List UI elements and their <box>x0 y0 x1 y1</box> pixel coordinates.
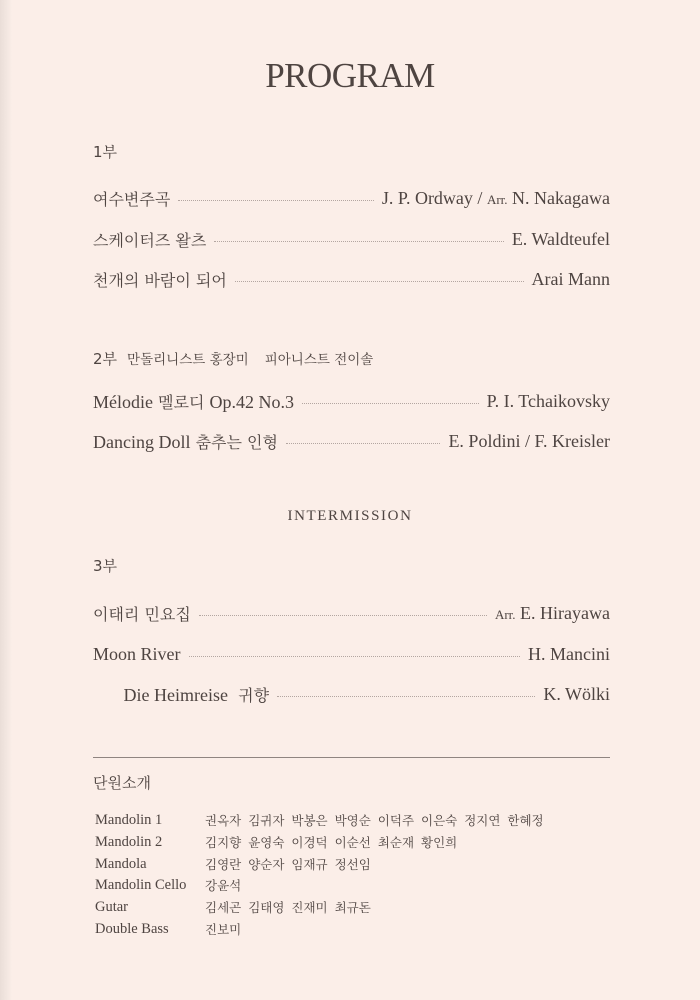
part-2-label: 2부 <box>93 350 118 368</box>
piece-title <box>93 390 294 413</box>
dotted-leader <box>199 615 487 616</box>
composer <box>495 603 610 624</box>
part-1-heading <box>93 141 117 162</box>
part-1-label: 1부 <box>93 143 118 161</box>
program-item <box>93 428 610 454</box>
member-names: 김세곤 김태영 진재미 최규돈 <box>205 900 371 915</box>
piece-opus: Op.42 No.3 <box>209 391 295 412</box>
instrument-label: Mandolin Cello <box>95 876 187 893</box>
arranger-name: N. Nakagawa <box>507 187 610 208</box>
member-names: 권옥자 김귀자 박봉은 박영순 이덕주 이은숙 정지연 한혜정 <box>205 813 544 828</box>
member-names: 김지향 윤영숙 이경덕 이순선 최순재 황인희 <box>205 835 458 850</box>
piece-title-latin: Moon River <box>93 643 181 664</box>
arranger-prefix: Arr. <box>494 606 516 622</box>
composer: E. Waldteufel <box>511 228 610 249</box>
instrument-label: Double Bass <box>95 920 169 937</box>
piece-title-korean: 춤추는 인형 <box>190 432 278 452</box>
arranger-prefix: Arr. <box>486 191 508 207</box>
part-2-heading <box>93 348 373 369</box>
mandolinist-credit: 만돌리니스트 홍장미 <box>127 352 249 368</box>
instrument-label: Gutar <box>95 898 129 915</box>
instrument-label: Mandolin 2 <box>95 833 163 850</box>
section-divider <box>93 757 610 758</box>
piece-title-latin: Die Heimreise <box>123 684 228 705</box>
piece-title-latin: Mélodie <box>93 391 153 412</box>
program-item <box>93 681 610 707</box>
piece-title <box>93 664 269 725</box>
member-row <box>95 920 241 938</box>
composer: H. Mancini <box>528 643 610 664</box>
dotted-leader <box>214 241 504 242</box>
dotted-leader <box>189 656 521 657</box>
piece-title <box>93 430 278 453</box>
member-row <box>95 811 544 829</box>
member-names: 김영란 양순자 임재규 정선임 <box>205 857 371 872</box>
program-item <box>93 388 610 414</box>
member-names: 진보미 <box>205 922 242 937</box>
composer-name: J. P. Ordway / <box>381 187 487 208</box>
members-heading: 단원소개 <box>93 774 151 792</box>
piece-title: 스케이터즈 왈츠 <box>93 230 207 250</box>
program-item <box>93 266 610 292</box>
part-3-heading <box>93 555 117 576</box>
pianist-credit: 피아니스트 전이솔 <box>264 352 374 368</box>
composer: E. Poldini / F. Kreisler <box>448 430 610 451</box>
dotted-leader <box>286 443 441 444</box>
instrument-label: Mandolin 1 <box>95 811 163 828</box>
dotted-leader <box>302 403 479 404</box>
member-row <box>95 898 371 916</box>
dotted-leader <box>277 696 535 697</box>
dotted-leader <box>178 200 374 201</box>
piece-title-korean: 귀향 <box>227 685 270 705</box>
program-item <box>93 226 610 252</box>
piece-title: 천개의 바람이 되어 <box>93 270 227 290</box>
piece-title-latin: Dancing Doll <box>93 431 191 452</box>
composer: K. Wölki <box>543 683 610 704</box>
program-item <box>93 185 610 211</box>
member-row <box>95 833 457 851</box>
dotted-leader <box>235 281 524 282</box>
member-row <box>95 855 371 873</box>
program-item <box>93 600 610 626</box>
intermission-label: INTERMISSION <box>287 508 413 524</box>
piece-title: 이태리 민요집 <box>93 604 191 624</box>
member-row <box>95 876 241 894</box>
instrument-label: Mandola <box>95 855 147 872</box>
page-title: PROGRAM <box>265 56 435 95</box>
composer: P. I. Tchaikovsky <box>486 390 610 411</box>
composer <box>382 188 610 209</box>
member-names: 강윤석 <box>205 878 242 893</box>
part-3-label: 3부 <box>93 557 118 575</box>
arranger-name: E. Hirayawa <box>515 602 610 623</box>
piece-title: 여수변주곡 <box>93 189 171 209</box>
composer: Arai Mann <box>531 268 610 289</box>
piece-title-korean: 멜로디 <box>153 392 210 412</box>
piece-title <box>93 644 181 665</box>
